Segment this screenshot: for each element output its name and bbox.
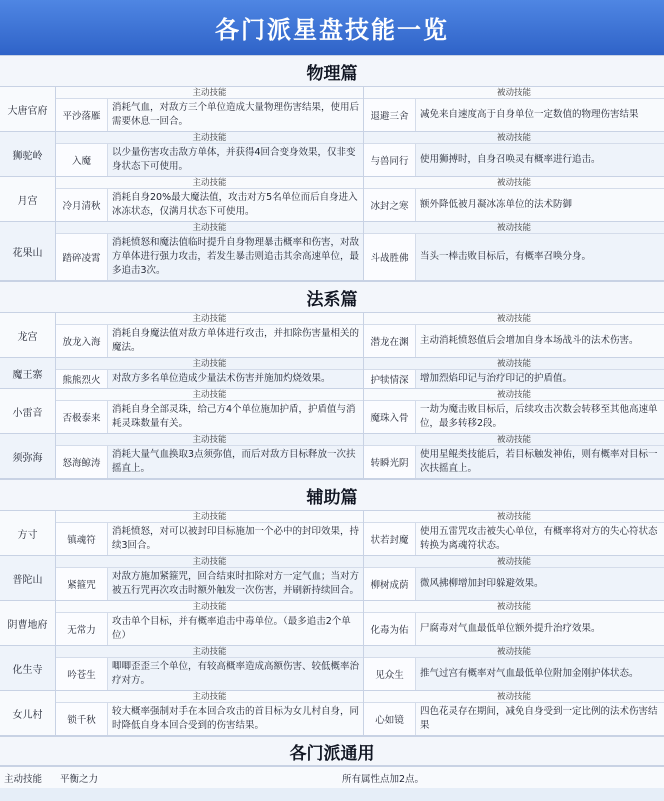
active-skill-body (56, 99, 363, 131)
active-skill-desc: 较大概率强制对手在本回合攻击的首目标为女儿村自身，同时降低自身本回合受到的伤害结果。 (112, 706, 360, 731)
active-skill-cell (56, 511, 364, 555)
active-skill-name: 平沙落雁 (56, 99, 108, 131)
active-skill-desc: 消耗愤怒和魔法值临时提升自身物理暴击概率和伤害，对敌方单体进行强力攻击，若发生暴击则追击其余高速单位，最多追击3次。 (112, 237, 360, 276)
active-skill-label: 主动技能 (56, 132, 363, 144)
passive-skill-body (364, 523, 664, 555)
passive-skill-label: 被动技能 (364, 691, 664, 703)
passive-skill-desc: 减免来自速度高于自身单位一定数值的物理伤害结果 (420, 109, 639, 120)
active-skill-label: 主动技能 (56, 646, 363, 658)
passive-skill-desc: 主动消耗愤怒值后会增加自身本场战斗的法术伤害。 (420, 335, 639, 346)
passive-skill-label: 被动技能 (364, 511, 664, 523)
active-skill-label: 主动技能 (56, 434, 363, 446)
section-rows (0, 313, 664, 479)
active-skill-name: 冷月清秋 (56, 189, 108, 221)
passive-skill-label: 被动技能 (364, 389, 664, 401)
passive-skill-name: 转瞬光阴 (364, 446, 416, 478)
active-skill-label: 主动技能 (56, 313, 363, 325)
sect-name: 化生寺 (0, 646, 56, 690)
common-skill-desc: 所有属性点加2点。 (342, 773, 425, 785)
table-row (0, 556, 664, 601)
sect-name: 花果山 (0, 222, 56, 280)
active-skill-desc: 唧唧歪歪三个单位，有较高概率造成高额伤害、较低概率治疗对方。 (112, 661, 360, 686)
active-skill-desc: 攻击单个目标，并有概率追击中毒单位。（最多追击2个单位） (112, 616, 351, 641)
table-row (0, 434, 664, 479)
passive-skill-body (364, 703, 664, 735)
sect-name: 大唐官府 (0, 87, 56, 131)
active-skill-name: 熊熊烈火 (56, 370, 108, 388)
passive-skill-name: 退避三舍 (364, 99, 416, 131)
sect-name: 阴曹地府 (0, 601, 56, 645)
table-row (0, 177, 664, 222)
passive-skill-label: 被动技能 (364, 646, 664, 658)
table-row (0, 389, 664, 434)
sect-name: 狮驼岭 (0, 132, 56, 176)
table-row (0, 601, 664, 646)
section-rows (0, 87, 664, 281)
passive-skill-cell (364, 87, 664, 131)
active-skill-cell (56, 222, 364, 280)
passive-skill-body (364, 370, 664, 388)
passive-skill-label: 被动技能 (364, 313, 664, 325)
passive-skill-name: 潜龙在渊 (364, 325, 416, 357)
sect-name: 须弥海 (0, 434, 56, 478)
passive-skill-cell (364, 177, 664, 221)
passive-skill-cell (364, 132, 664, 176)
passive-skill-name: 护犊情深 (364, 370, 416, 388)
active-skill-cell (56, 87, 364, 131)
passive-skill-desc: 微风拂柳增加封印躲避效果。 (420, 578, 544, 589)
passive-skill-name: 状若封魔 (364, 523, 416, 555)
passive-skill-body (364, 325, 664, 357)
sect-name: 普陀山 (0, 556, 56, 600)
active-skill-body (56, 523, 363, 555)
passive-skill-body (364, 401, 664, 433)
passive-skill-cell (364, 358, 664, 388)
passive-skill-desc: 使用狮搏时，自身召唤灵有概率进行追击。 (420, 154, 601, 165)
active-skill-cell (56, 358, 364, 388)
passive-skill-label: 被动技能 (364, 601, 664, 613)
passive-skill-desc: 增加烈焰印记与治疗印记的护盾值。 (420, 373, 573, 384)
passive-skill-body (364, 234, 664, 280)
table-row (0, 222, 664, 281)
table-row (0, 132, 664, 177)
passive-skill-name: 与兽同行 (364, 144, 416, 176)
active-skill-desc: 消耗气血，对敌方三个单位造成大量物理伤害结果，使用后需要休息一回合。 (112, 102, 360, 127)
passive-skill-desc: 使用五雷咒攻击被失心单位，有概率将对方的失心符状态转换为离魂符状态。 (420, 526, 658, 551)
sect-name: 小雷音 (0, 389, 56, 433)
passive-skill-body (364, 568, 664, 600)
active-skill-body (56, 234, 363, 280)
active-skill-name: 锁千秋 (56, 703, 108, 735)
sect-name: 龙宫 (0, 313, 56, 357)
passive-skill-name: 心如镜 (364, 703, 416, 735)
passive-skill-label: 被动技能 (364, 87, 664, 99)
sect-name: 魔王寨 (0, 358, 56, 388)
common-skill-name: 平衡之力 (60, 773, 99, 785)
passive-skill-desc: 当头一棒击败目标后，有概率召唤分身。 (420, 251, 592, 262)
table-row (0, 511, 664, 556)
table-row (0, 358, 664, 389)
table-row (0, 87, 664, 132)
active-skill-name: 入魔 (56, 144, 108, 176)
active-skill-desc: 消耗自身全部灵珠，给己方4个单位施加护盾，护盾值与消耗灵珠数量有关。 (112, 404, 356, 429)
passive-skill-desc: 推气过宫有概率对气血最低单位附加金刚护体状态。 (420, 668, 639, 679)
passive-skill-desc: 额外降低被月凝冰冻单位的法术防御 (420, 199, 573, 210)
passive-skill-label: 被动技能 (364, 556, 664, 568)
passive-skill-desc: 四色花灵存在期间，减免自身受到一定比例的法术伤害结果 (420, 706, 658, 731)
passive-skill-name: 柳树成荫 (364, 568, 416, 600)
passive-skill-cell (364, 389, 664, 433)
active-skill-name: 无常力 (56, 613, 108, 645)
active-skill-label: 主动技能 (56, 177, 363, 189)
active-skill-body (56, 446, 363, 478)
passive-skill-cell (364, 222, 664, 280)
passive-skill-name: 斗战胜佛 (364, 234, 416, 280)
sect-name: 方寸 (0, 511, 56, 555)
active-skill-body (56, 144, 363, 176)
active-skill-label: 主动技能 (56, 601, 363, 613)
passive-skill-name: 见众生 (364, 658, 416, 690)
active-skill-desc: 消耗大量气血换取3点须弥值，而后对敌方目标释放一次扶摇直上。 (112, 449, 356, 474)
active-skill-label: 主动技能 (56, 389, 363, 401)
active-skill-desc: 以少量伤害攻击敌方单体，并获得4回合变身效果，仅非变身状态下可使用。 (112, 147, 356, 172)
passive-skill-cell (364, 313, 664, 357)
passive-skill-body (364, 446, 664, 478)
passive-skill-label: 被动技能 (364, 132, 664, 144)
active-skill-cell (56, 313, 364, 357)
active-skill-body (56, 568, 363, 600)
active-skill-name: 紧箍咒 (56, 568, 108, 600)
passive-skill-cell (364, 691, 664, 735)
active-skill-body (56, 703, 363, 735)
active-skill-cell (56, 601, 364, 645)
active-skill-label: 主动技能 (56, 691, 363, 703)
active-skill-name: 否极泰来 (56, 401, 108, 433)
active-skill-cell (56, 177, 364, 221)
passive-skill-cell (364, 511, 664, 555)
passive-skill-label: 被动技能 (364, 177, 664, 189)
active-skill-label: 主动技能 (56, 511, 363, 523)
active-skill-label: 主动技能 (56, 222, 363, 234)
active-skill-body (56, 189, 363, 221)
passive-skill-cell (364, 601, 664, 645)
passive-skill-name: 魔珠入骨 (364, 401, 416, 433)
active-skill-cell (56, 646, 364, 690)
sect-name: 月宫 (0, 177, 56, 221)
passive-skill-desc: 使用星鲲类技能后，若目标触发神佑，则有概率对目标一次扶摇直上。 (420, 449, 658, 474)
active-skill-desc: 对敌方施加紧箍咒，回合结束时扣除对方一定气血；当对方被五行咒再次攻击时额外触发一次伤害，并刷新持续回合。 (112, 571, 360, 596)
active-skill-desc: 消耗愤怒，对可以被封印目标施加一个必中的封印效果，持续3回合。 (112, 526, 360, 551)
active-skill-name: 怒海鲸涛 (56, 446, 108, 478)
passive-skill-body (364, 144, 664, 176)
sect-name: 女儿村 (0, 691, 56, 735)
common-label: 主动技能 (4, 773, 43, 785)
passive-skill-name: 冰封之寒 (364, 189, 416, 221)
active-skill-name: 吟苍生 (56, 658, 108, 690)
sections-container (0, 55, 664, 736)
active-skill-body (56, 658, 363, 690)
table-row (0, 313, 664, 358)
active-skill-cell (56, 556, 364, 600)
passive-skill-body (364, 613, 664, 645)
active-skill-body (56, 325, 363, 357)
section-heading: 法系篇 (0, 281, 664, 313)
active-skill-cell (56, 389, 364, 433)
active-skill-body (56, 370, 363, 388)
active-skill-desc: 对敌方多名单位造成少量法术伤害并施加灼烧效果。 (112, 373, 331, 384)
passive-skill-label: 被动技能 (364, 222, 664, 234)
passive-skill-cell (364, 556, 664, 600)
passive-skill-body (364, 658, 664, 690)
passive-skill-name: 化毒为佑 (364, 613, 416, 645)
active-skill-name: 镇魂符 (56, 523, 108, 555)
passive-skill-body (364, 189, 664, 221)
page-title: 各门派星盘技能一览 (0, 0, 664, 55)
active-skill-label: 主动技能 (56, 87, 363, 99)
passive-skill-cell (364, 646, 664, 690)
passive-skill-label: 被动技能 (364, 434, 664, 446)
active-skill-cell (56, 132, 364, 176)
section-rows (0, 511, 664, 736)
passive-skill-desc: 一劫为魔击败目标后，后续攻击次数会转移至其他高速单位，最多转移2段。 (420, 404, 658, 429)
passive-skill-cell (364, 434, 664, 478)
passive-skill-body (364, 99, 664, 131)
active-skill-label: 主动技能 (56, 358, 363, 370)
common-skill-row (0, 766, 664, 788)
active-skill-desc: 消耗自身20%最大魔法值，攻击对方5名单位而后自身进入冰冻状态，仅满月状态下可使用。 (112, 192, 358, 217)
active-skill-name: 放龙入海 (56, 325, 108, 357)
active-skill-desc: 消耗自身魔法值对敌方单体进行攻击，并扣除伤害量相关的魔法。 (112, 328, 360, 353)
active-skill-label: 主动技能 (56, 556, 363, 568)
active-skill-body (56, 401, 363, 433)
section-heading: 物理篇 (0, 55, 664, 87)
active-skill-cell (56, 434, 364, 478)
table-row (0, 646, 664, 691)
table-row (0, 691, 664, 736)
active-skill-cell (56, 691, 364, 735)
active-skill-name: 踏碎凌霄 (56, 234, 108, 280)
passive-skill-label: 被动技能 (364, 358, 664, 370)
section-heading-common: 各门派通用 (0, 736, 664, 766)
active-skill-body (56, 613, 363, 645)
section-heading: 辅助篇 (0, 479, 664, 511)
passive-skill-desc: 尸腐毒对气血最低单位额外提升治疗效果。 (420, 623, 601, 634)
